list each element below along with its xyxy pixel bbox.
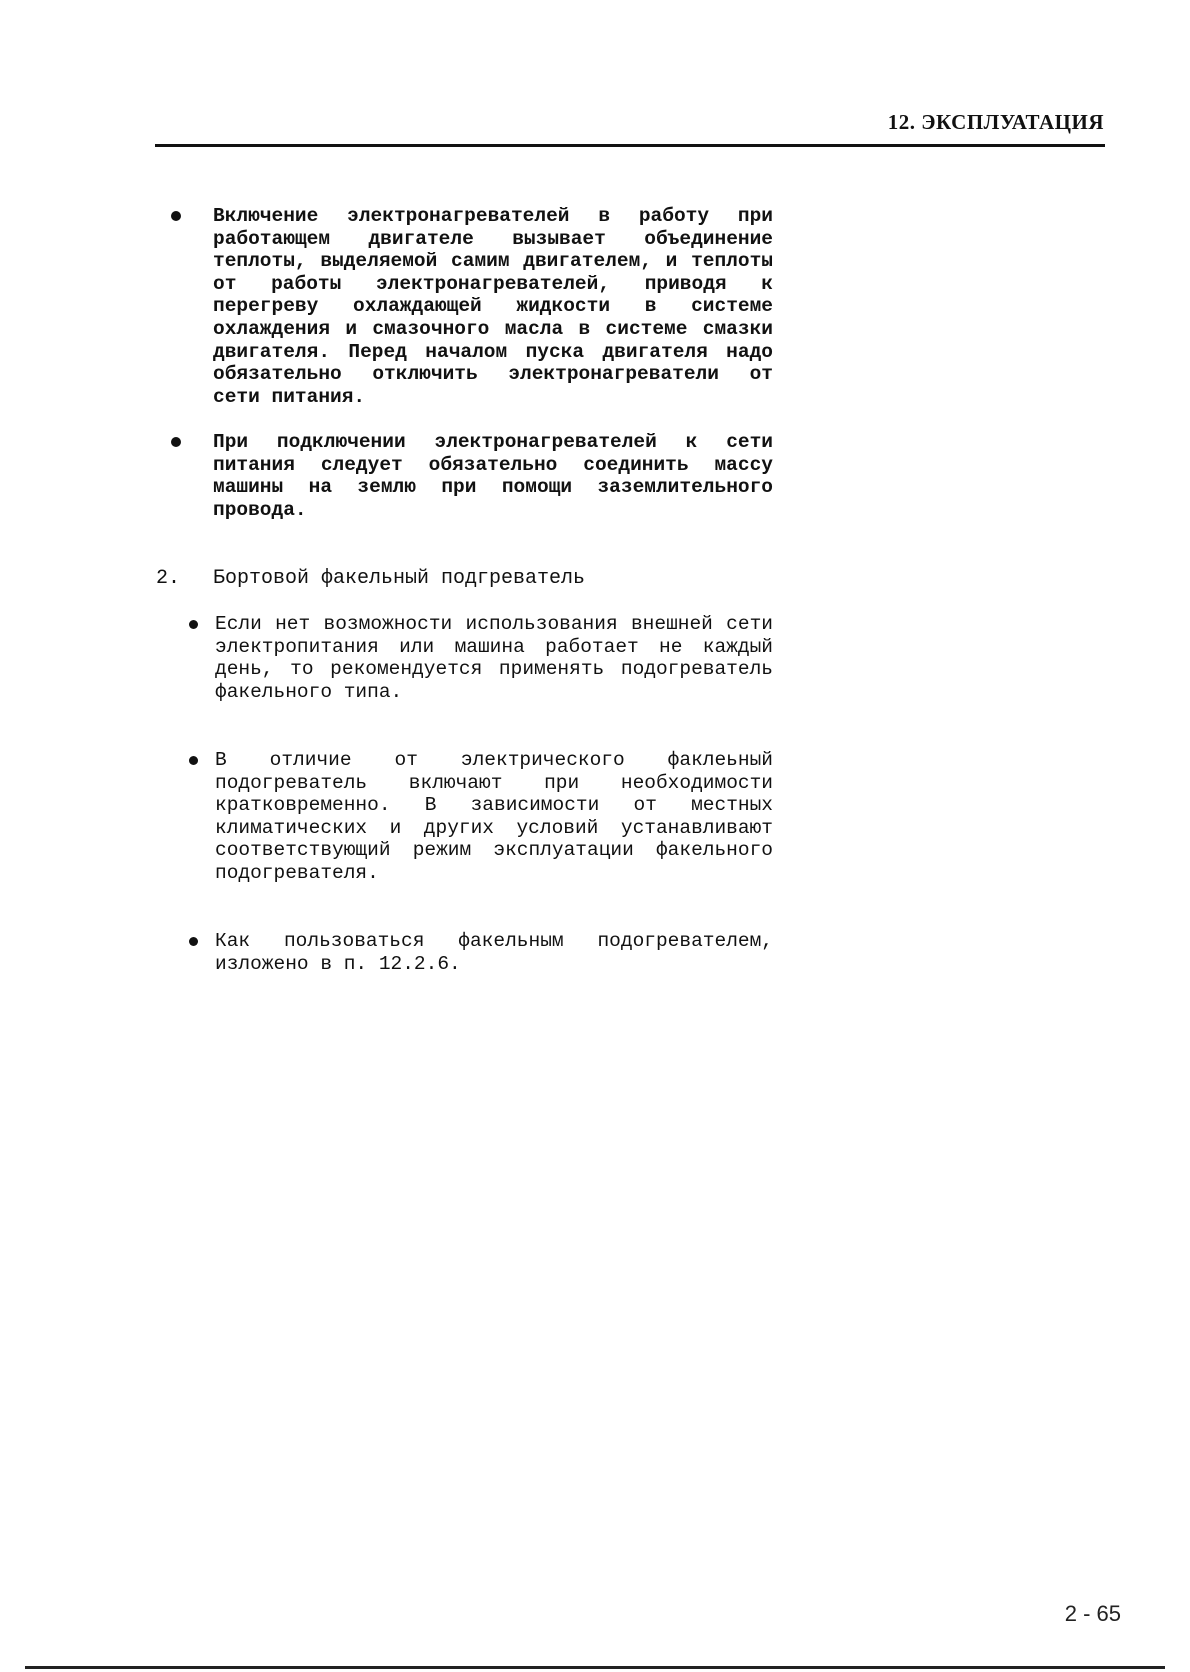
- section-heading: [156, 567, 585, 591]
- page-number: 2 - 65: [1064, 1601, 1121, 1626]
- warning-item: [213, 431, 773, 521]
- list-item: [215, 749, 773, 885]
- warning-text: Включение электронагревателей в работу при работающем двигателе вызывает объединение теплоты, выделяемой самим двигателем, и теплоты от работы электронагревателей, приводя к перегреву охлаждающей жидкости в системе охлаждения и смазочного масла в системе смазки двигателя. Перед началом пуска двигателя надо обязательно отключить электронагреватели от сети питания.: [213, 205, 773, 408]
- bullet-icon: [171, 211, 181, 221]
- list-item-text: В отличие от электрического факлеьный подогреватель включают при необходимости кратковременно. В зависимости от местных климатических и других условий устанавливают соответствующий режим эксплуатации факельного подогревателя.: [215, 749, 773, 884]
- warning-text: При подключении электронагревателей к сети питания следует обязательно соединить массу машины на землю при помощи заземлительного провода.: [213, 431, 773, 521]
- page-header-title: 12. ЭКСПЛУАТАЦИЯ: [887, 110, 1104, 134]
- section-number: 2.: [156, 567, 181, 590]
- list-item: [215, 613, 773, 703]
- list-item-text: Как пользоваться факельным подогревателем, изложено в п. 12.2.6.: [215, 930, 773, 975]
- bullet-icon: [189, 937, 198, 946]
- bullet-icon: [189, 620, 198, 629]
- bullet-icon: [189, 756, 198, 765]
- list-item: [215, 930, 773, 975]
- header-divider: [155, 144, 1105, 147]
- list-item-text: Если нет возможности использования внешней сети электропитания или машина работает не каждый день, то рекомендуется применять подогреватель факельного типа.: [215, 613, 773, 703]
- section-title: Бортовой факельный подгреватель: [213, 567, 586, 590]
- footer-divider: [25, 1666, 1165, 1669]
- warning-item: [213, 205, 773, 408]
- bullet-icon: [171, 437, 181, 447]
